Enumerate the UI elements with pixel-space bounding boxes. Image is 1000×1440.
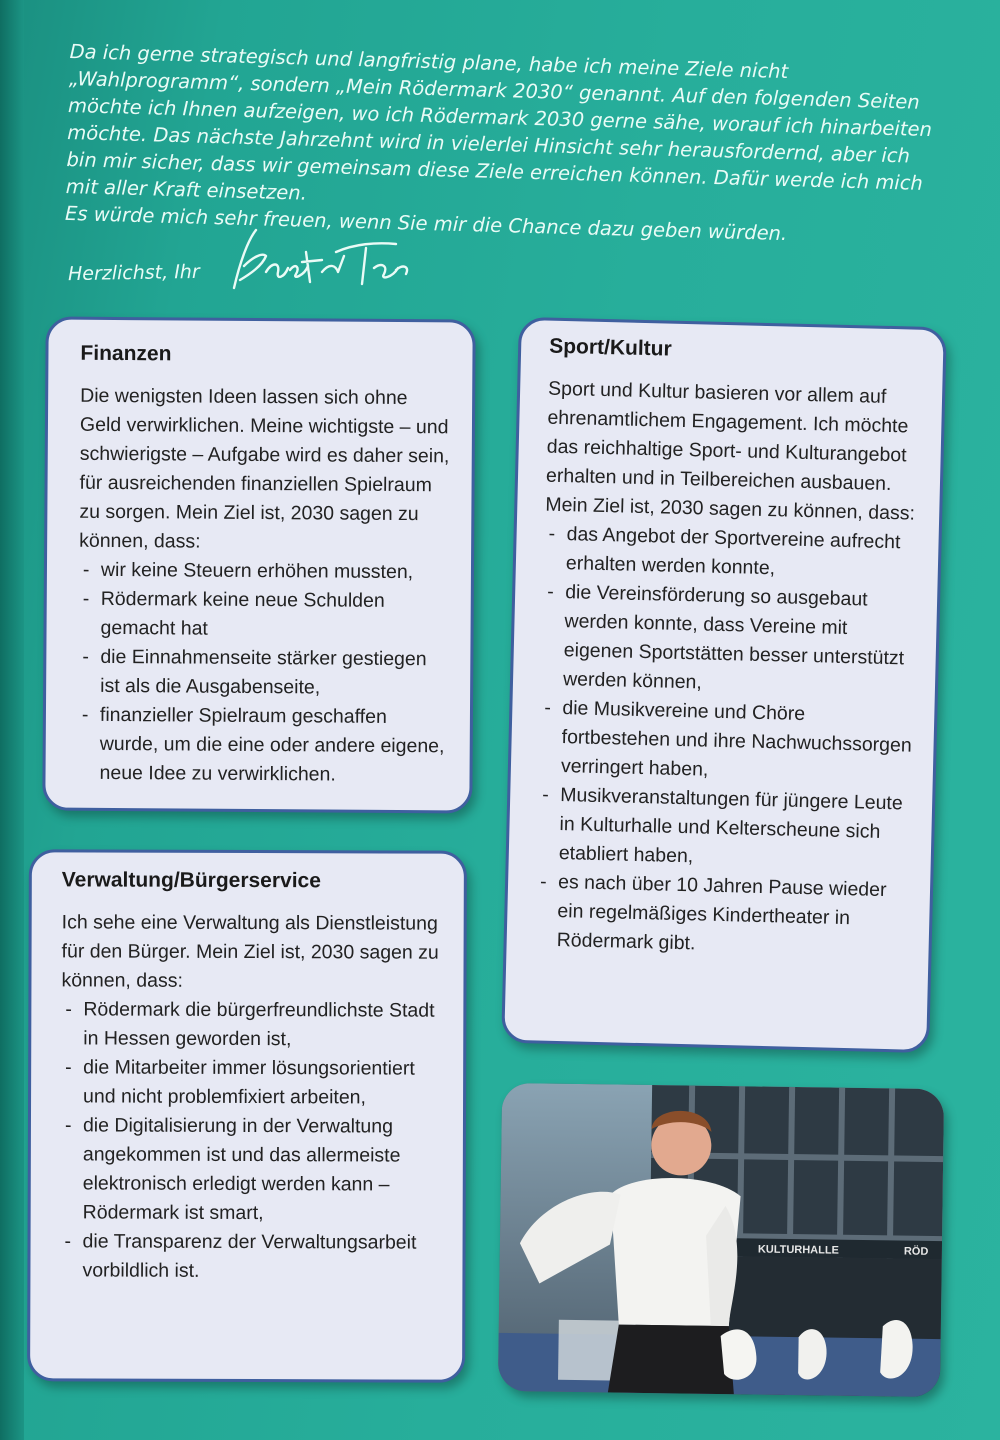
list-item: - die Mitarbeiter immer lösungsorientiert und nicht problemfixiert arbeiten, xyxy=(61,1053,447,1112)
photo-illustration xyxy=(498,1083,944,1397)
candidate-photo xyxy=(498,1083,944,1397)
list-item: - die Transparenz der Verwaltungsarbeit vorbildlich ist. xyxy=(60,1227,446,1286)
verwaltung-list xyxy=(60,995,447,1286)
verwaltung-card xyxy=(27,849,467,1383)
list-item: - die Musikvereine und Chöre fortbestehen und ihre Nachwuchssorgen verringert haben, xyxy=(539,694,917,790)
photo-sign-text-2: RÖD xyxy=(903,1245,929,1258)
list-item: - die Digitalisierung in der Verwaltung angekommen ist und das allermeiste elektronisch erledigt werden kann – Rödermark ist smart, xyxy=(61,1111,447,1228)
finanzen-intro: Die wenigsten Ideen lassen sich ohne Geld verwirklichen. Meine wichtigste – und schwierigste – Aufgabe wird es daher sein, für ausreichenden finanziellen Spielraum zu sorgen. Mein Ziel ist, 2030 sagen zu können, dass: xyxy=(79,384,450,553)
list-item: - das Angebot der Sportvereine aufrecht erhalten werden konnte, xyxy=(544,520,921,587)
list-item: - Musikveranstaltungen für jüngere Leute in Kulturhalle und Kelterscheune sich etabliert haben, xyxy=(536,780,914,876)
sport-kultur-list xyxy=(534,520,921,964)
list-item: - die Vereinsförderung so ausgebaut werden konnte, dass Vereine mit eigenen Sportstätten besser unterstützt werden können, xyxy=(541,578,920,703)
finanzen-title: Finanzen xyxy=(80,341,172,366)
sport-kultur-intro: Sport und Kultur basieren vor allem auf ehrenamtlichem Engagement. Ich möchte das reichhaltige Sport- und Kulturangebot erhalten und in Teilbereichen ausbauen. Mein Ziel ist, 2030 sagen zu können, dass: xyxy=(545,377,916,525)
signature-image xyxy=(226,222,426,302)
list-item: - Rödermark die bürgerfreundlichste Stadt in Hessen geworden ist, xyxy=(61,995,447,1054)
page-fold xyxy=(0,0,24,1440)
list-item: - finanzieller Spielraum geschaffen wurde, um die eine oder andere eigene, neue Idee zu verwirklichen. xyxy=(77,701,450,791)
finanzen-card xyxy=(42,317,475,814)
list-item: - die Einnahmenseite stärker gestiegen ist als die Ausgabenseite, xyxy=(78,643,450,704)
intro-closing-line: Es würde mich sehr freuen, wenn Sie mir die Chance dazu geben würden. xyxy=(64,201,788,246)
photo-sign-text: KULTURHALLE xyxy=(757,1243,840,1257)
list-item: - Rödermark keine neue Schulden gemacht hat xyxy=(78,585,450,646)
intro-text xyxy=(65,38,940,251)
list-item: - wir keine Steuern erhöhen mussten, xyxy=(79,556,451,588)
intro-paragraph: Da ich gerne strategisch und langfristig plane, habe ich meine Ziele nicht „Wahlprogramm“, sondern „Mein Rödermark 2030“ genannt. Auf den folgenden Seiten möchte ich Ihnen aufzeigen, wo ich Rödermark 2030 gerne sähe, worauf ich hinarbeiten möchte. Das nächste Jahrzehnt wird in vielerlei Hinsicht sehr herausfordernd, aber ich bin mir sicher, dass wir gemeinsam diese Ziele erreichen können. Dafür werde ich mich mit aller Kraft einsetzen. xyxy=(65,39,933,205)
sport-kultur-card xyxy=(501,317,947,1053)
greeting: Herzlichst, Ihr xyxy=(67,260,200,286)
list-item: - es nach über 10 Jahren Pause wieder ein regelmäßiges Kindertheater in Rödermark gibt. xyxy=(534,867,912,963)
verwaltung-intro: Ich sehe eine Verwaltung als Dienstleistung für den Bürger. Mein Ziel ist, 2030 sagen zu können, dass: xyxy=(61,911,439,992)
verwaltung-title: Verwaltung/Bürgerservice xyxy=(61,868,321,893)
finanzen-list xyxy=(77,556,451,791)
sport-kultur-title: Sport/Kultur xyxy=(548,334,672,361)
